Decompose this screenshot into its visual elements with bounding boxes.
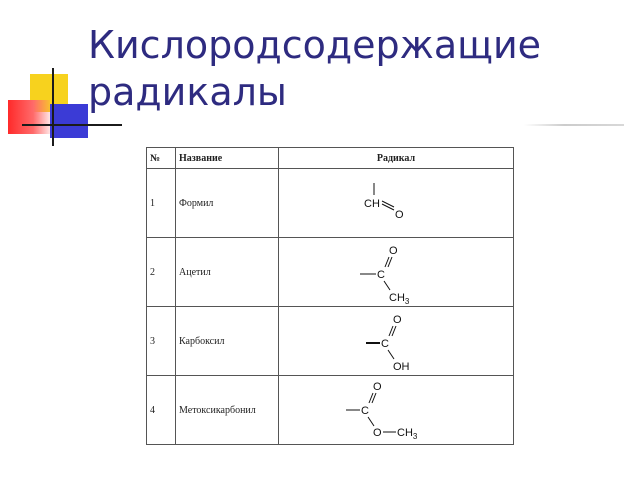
atom-o: O [395,209,404,221]
atom-oh: OH [393,361,410,373]
carboxyl-structure [356,309,436,373]
atom-c: C [361,405,369,417]
row-name: Ацетил [176,238,279,307]
methoxycarbonyl-structure [346,378,446,442]
red-square [8,100,50,134]
acetyl-structure [356,240,436,304]
header-number: № [147,148,176,169]
row-formula [279,376,514,445]
header-radical: Радикал [279,148,514,169]
table-row [147,307,514,376]
header-name: Название [176,148,279,169]
atom-ch3: $CH_3$ [389,292,410,304]
atom-c: C [377,269,385,281]
row-name: Формил [176,169,279,238]
atom-ch3: $CH_3$ [397,427,418,441]
row-number: 3 [147,307,176,376]
table-header-row [147,148,514,169]
row-formula [279,307,514,376]
atom-o: O [393,314,402,326]
table-row [147,169,514,238]
title-underline-right [524,124,624,126]
blue-square [50,104,88,138]
atom-o-ester: O [373,427,382,439]
formyl-structure [356,175,436,231]
atom-o: O [389,245,398,257]
bond-down [388,350,394,359]
atom-o-top: O [373,381,382,393]
row-number: 1 [147,169,176,238]
row-formula [279,238,514,307]
slide-title: Кислородсодержащие радикалы [88,23,542,114]
bond-down [368,417,374,426]
bond-down [384,281,390,290]
radicals-table [146,147,514,445]
horizontal-rule [22,124,122,126]
atom-ch: CH [364,198,380,210]
row-name: Карбоксил [176,307,279,376]
row-formula [279,169,514,238]
table-row [147,376,514,445]
row-number: 4 [147,376,176,445]
atom-c: C [381,338,389,350]
row-number: 2 [147,238,176,307]
double-bond-a [382,201,394,207]
vertical-rule [52,68,54,146]
row-name: Метоксикарбонил [176,376,279,445]
double-bond-b [382,204,394,210]
table-row [147,238,514,307]
